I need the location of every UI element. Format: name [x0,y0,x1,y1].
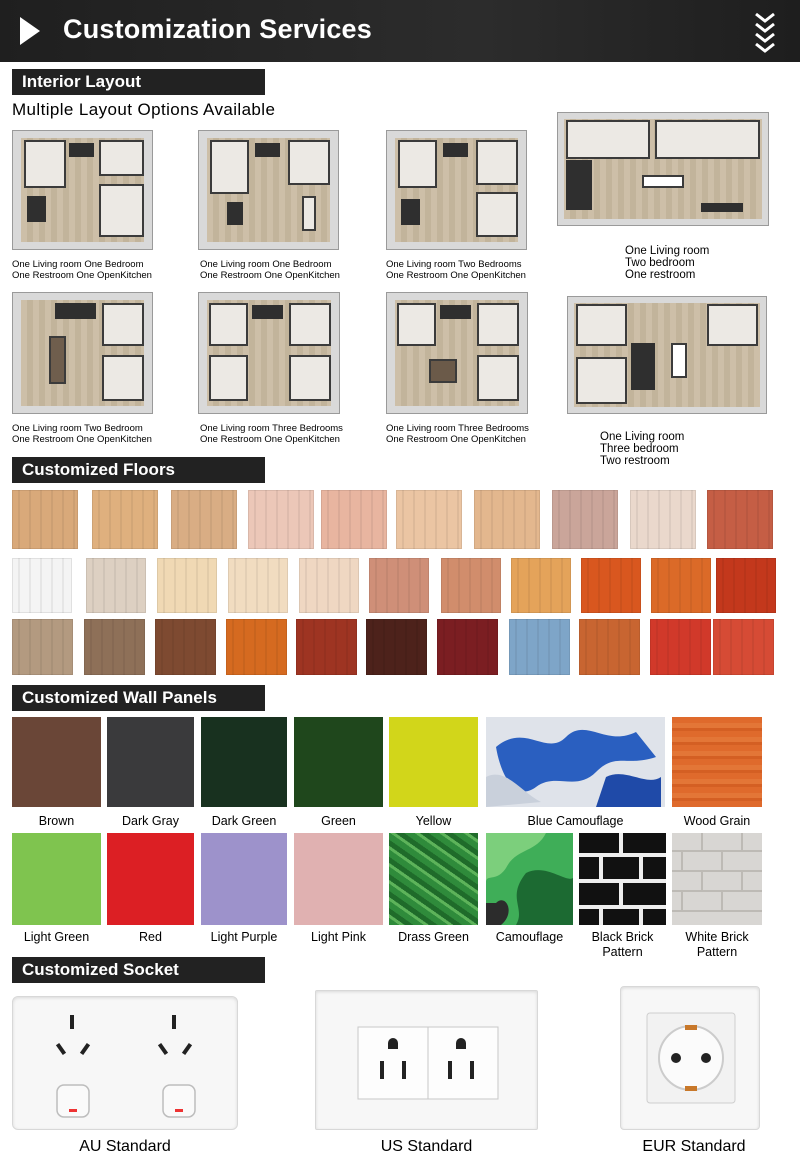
floor-plan-7 [386,292,528,414]
wall-panel-label: Wood Grain [683,814,751,828]
floor-swatch [86,558,146,613]
floor-swatch [579,619,640,675]
chevron-down-icon [752,10,778,54]
wall-panel-label: White Brick Pattern [685,930,749,959]
floor-swatch [366,619,427,675]
floor-swatch [321,490,387,549]
floor-plan-caption: One Living room Three bedroom Two restroom [600,431,685,467]
floor-swatch [474,490,540,549]
wall-panel-swatch [201,833,287,925]
wall-panel-label: Light Green [23,930,90,944]
au-socket-outlet-icon [13,997,239,1131]
floor-swatch [552,490,618,549]
floor-swatch [707,490,773,549]
wall-panel-label: Light Purple [210,930,278,944]
floor-swatch [12,558,72,613]
wall-panel-label: Light Pink [311,930,366,944]
floor-swatch [511,558,571,613]
wall-panel-swatch [486,717,665,807]
floor-plan-caption: One Living room One Bedroom One Restroom One OpenKitchen [12,259,152,281]
floor-swatch [509,619,570,675]
floor-plan-caption: One Living room Two Bedroom One Restroom One OpenKitchen [12,423,152,445]
section-interior-layout: Interior Layout [12,69,265,95]
wall-panel-label: Blue Camouflage [527,814,624,828]
wall-panel-swatch [389,833,478,925]
wall-panel-label: Yellow [415,814,452,828]
wall-panel-label: Red [139,930,162,944]
floor-plan-caption: One Living room Two Bedrooms One Restroom One OpenKitchen [386,259,526,281]
floor-swatch [155,619,216,675]
floor-plan-caption: One Living room One Bedroom One Restroom One OpenKitchen [200,259,340,281]
floor-swatch [713,619,774,675]
eur-socket-outlet-icon [621,987,761,1131]
floor-swatch [716,558,776,613]
floor-swatch [84,619,145,675]
floor-swatch [630,490,696,549]
wall-panel-label: Black Brick Pattern [591,930,654,959]
floor-swatch [171,490,237,549]
wall-panel-label: Dark Gray [122,814,179,828]
floor-plan-caption: One Living room Three Bedrooms One Restroom One OpenKitchen [200,423,343,445]
floor-plan-3 [386,130,527,250]
floor-plan-caption: One Living room Three Bedrooms One Restroom One OpenKitchen [386,423,529,445]
floor-swatch [651,558,711,613]
floor-swatch [248,490,314,549]
wall-panel-swatch [294,717,383,807]
wall-panel-label: Camouflage [495,930,564,944]
us-socket-outlet-icon [316,991,539,1131]
wall-panel-swatch [201,717,287,807]
floor-plan-8 [567,296,767,414]
wall-panel-swatch [672,717,762,807]
us-socket [315,990,538,1130]
floor-swatch [92,490,158,549]
floor-swatch [299,558,359,613]
layout-subtitle: Multiple Layout Options Available [12,100,276,119]
floor-plan-5 [12,292,153,414]
floor-swatch [12,490,78,549]
floor-swatch [369,558,429,613]
floor-plan-2 [198,130,339,250]
wall-panel-swatch [672,833,762,925]
wall-panel-swatch [12,717,101,807]
floor-swatch [581,558,641,613]
floor-swatch [228,558,288,613]
eur-socket [620,986,760,1130]
wall-panel-label: Green [321,814,356,828]
floor-swatch [396,490,462,549]
au-socket [12,996,238,1130]
play-arrow-icon [20,17,40,45]
wall-panel-swatch [486,833,573,925]
page-header [0,0,800,62]
floor-plan-1 [12,130,153,250]
floor-swatch [650,619,711,675]
eur-standard-label: EUR Standard [642,1138,746,1155]
wall-panel-swatch [12,833,101,925]
wall-panel-swatch [107,717,194,807]
floor-swatch [296,619,357,675]
floor-plan-caption: One Living room Two bedroom One restroom [625,245,710,281]
section-customized-floors: Customized Floors [12,457,265,483]
section-customized-socket: Customized Socket [12,957,265,983]
us-standard-label: US Standard [380,1138,473,1155]
wall-panel-label: Brown [38,814,75,828]
wall-panel-label: Drass Green [398,930,469,944]
floor-plan-6 [198,292,340,414]
floor-swatch [437,619,498,675]
floor-swatch [157,558,217,613]
floor-swatch [226,619,287,675]
section-customized-wall-panels: Customized Wall Panels [12,685,265,711]
wall-panel-label: Dark Green [211,814,277,828]
floor-swatch [441,558,501,613]
floor-swatch [12,619,73,675]
floor-plan-4 [557,112,769,226]
page-title: Customization Services [63,14,372,44]
wall-panel-swatch [389,717,478,807]
au-standard-label: AU Standard [79,1138,171,1155]
wall-panel-swatch [579,833,666,925]
wall-panel-swatch [294,833,383,925]
wall-panel-swatch [107,833,194,925]
